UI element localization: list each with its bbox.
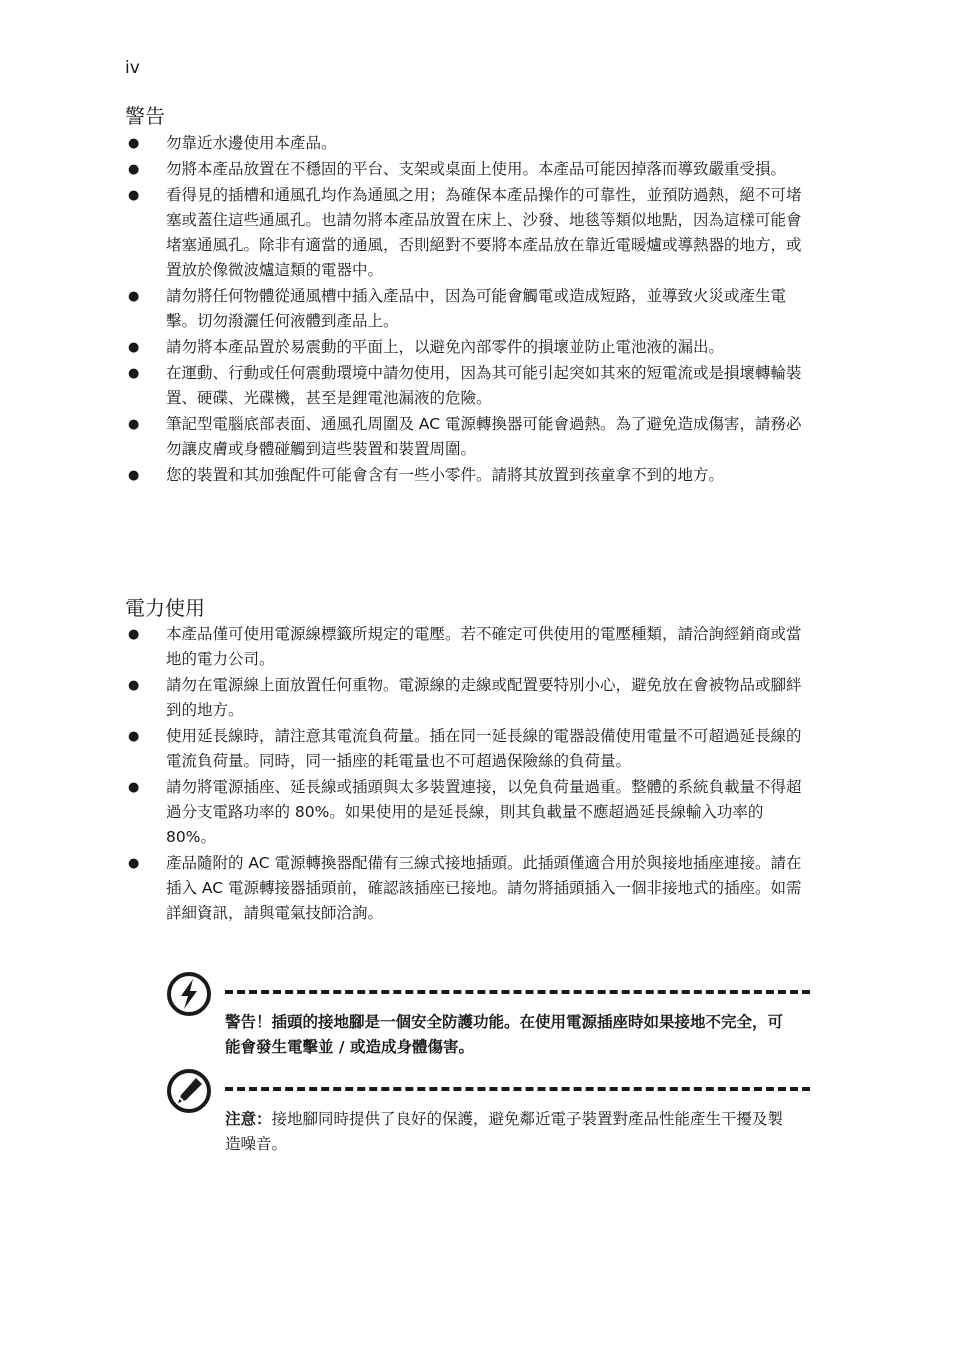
power-section-title: 電力使用 bbox=[125, 596, 205, 620]
list-item-text: 請勿將電源插座、延長線或插頭與太多裝置連接，以免負荷量過重。整體的系統負載量不得超過分支電路功率的 80%。如果使用的是延長線，則其負載量不應超過延長線輸入功率的 80%。 bbox=[166, 778, 802, 846]
list-item bbox=[125, 775, 815, 850]
bullet-dot: ● bbox=[128, 678, 140, 693]
bullet-dot: ● bbox=[128, 136, 140, 151]
bullet-dot: ● bbox=[128, 340, 140, 355]
list-item-text: 筆記型電腦底部表面、通風孔周圍及 AC 電源轉換器可能會過熱。為了避免造成傷害，請務必勿讓皮膚或身體碰觸到這些裝置和裝置周圍。 bbox=[166, 415, 802, 458]
caution-body: 接地腳同時提供了良好的保護，避免鄰近電子裝置對產品性能產生干擾及製造噪音。 bbox=[225, 1110, 784, 1153]
list-item-text: 請勿將任何物體從通風槽中插入產品中，因為可能會觸電或造成短路，並導致火災或產生電擊。切勿潑灑任何液體到產品上。 bbox=[166, 287, 787, 330]
warning-section-title: 警告 bbox=[125, 104, 165, 128]
list-item-text: 您的裝置和其加強配件可能會含有一些小零件。請將其放置到孩童拿不到的地方。 bbox=[166, 466, 725, 484]
list-item bbox=[125, 463, 815, 488]
dashed-divider bbox=[225, 990, 810, 994]
lightning-warning-icon bbox=[165, 970, 213, 1018]
pen-note-icon bbox=[165, 1067, 213, 1115]
list-item bbox=[125, 673, 815, 723]
bullet-dot: ● bbox=[128, 289, 140, 304]
power-list bbox=[125, 622, 815, 927]
dashed-divider bbox=[225, 1087, 810, 1091]
warning-note bbox=[165, 970, 815, 1070]
list-item-text: 使用延長線時，請注意其電流負荷量。插在同一延長線的電器設備使用電量不可超過延長線的電流負荷量。同時，同一插座的耗電量也不可超過保險絲的負荷量。 bbox=[166, 727, 802, 770]
bullet-dot: ● bbox=[128, 780, 140, 795]
list-item-text: 勿靠近水邊使用本產品。 bbox=[166, 134, 337, 152]
bullet-dot: ● bbox=[128, 627, 140, 642]
list-item-text: 看得見的插槽和通風孔均作為通風之用；為確保本產品操作的可靠性，並預防過熱，絕不可堵塞或蓋住這些通風孔。也請勿將本產品放置在床上、沙發、地毯等類似地點，因為這樣可能會堵塞通風孔。除非有適當的通風，否則絕對不要將本產品放在靠近電暖爐或導熱器的地方，或置放於像微波爐這類的電器中。 bbox=[166, 186, 802, 279]
list-item bbox=[125, 335, 815, 360]
bullet-dot: ● bbox=[128, 729, 140, 744]
bullet-dot: ● bbox=[128, 468, 140, 483]
list-item bbox=[125, 284, 815, 334]
caution-label: 注意： bbox=[225, 1110, 272, 1128]
bullet-dot: ● bbox=[128, 366, 140, 381]
bullet-dot: ● bbox=[128, 188, 140, 203]
warning-note-text: 警告！插頭的接地腳是一個安全防護功能。在使用電源插座時如果接地不完全，可能會發生電擊並 / 或造成身體傷害。 bbox=[225, 1013, 784, 1056]
list-item-text: 請勿將本產品置於易震動的平面上，以避免內部零件的損壞並防止電池液的漏出。 bbox=[166, 338, 725, 356]
warning-list bbox=[125, 131, 815, 489]
list-item-text: 產品隨附的 AC 電源轉換器配備有三線式接地插頭。此插頭僅適合用於與接地插座連接。請在插入 AC 電源轉接器插頭前，確認該插座已接地。請勿將插頭插入一個非接地式的插座。如需詳細資訊，請與電氣技師洽詢。 bbox=[166, 854, 802, 922]
list-item-text: 勿將本產品放置在不穩固的平台、支架或桌面上使用。本產品可能因掉落而導致嚴重受損。 bbox=[166, 160, 787, 178]
caution-note-text bbox=[225, 1107, 785, 1157]
list-item bbox=[125, 157, 815, 182]
bullet-dot: ● bbox=[128, 417, 140, 432]
list-item bbox=[125, 183, 815, 283]
list-item bbox=[125, 361, 815, 411]
list-item bbox=[125, 131, 815, 156]
list-item bbox=[125, 851, 815, 926]
list-item bbox=[125, 622, 815, 672]
list-item-text: 在運動、行動或任何震動環境中請勿使用，因為其可能引起突如其來的短電流或是損壞轉輪裝置、硬碟、光碟機，甚至是鋰電池漏液的危險。 bbox=[166, 364, 802, 407]
list-item bbox=[125, 724, 815, 774]
list-item bbox=[125, 412, 815, 462]
caution-note bbox=[165, 1067, 815, 1167]
page-number: iv bbox=[125, 58, 140, 78]
list-item-text: 請勿在電源線上面放置任何重物。電源線的走線或配置要特別小心，避免放在會被物品或腳絆到的地方。 bbox=[166, 676, 802, 719]
bullet-dot: ● bbox=[128, 162, 140, 177]
list-item-text: 本產品僅可使用電源線標籤所規定的電壓。若不確定可供使用的電壓種類，請洽詢經銷商或當地的電力公司。 bbox=[166, 625, 802, 668]
bullet-dot: ● bbox=[128, 856, 140, 871]
